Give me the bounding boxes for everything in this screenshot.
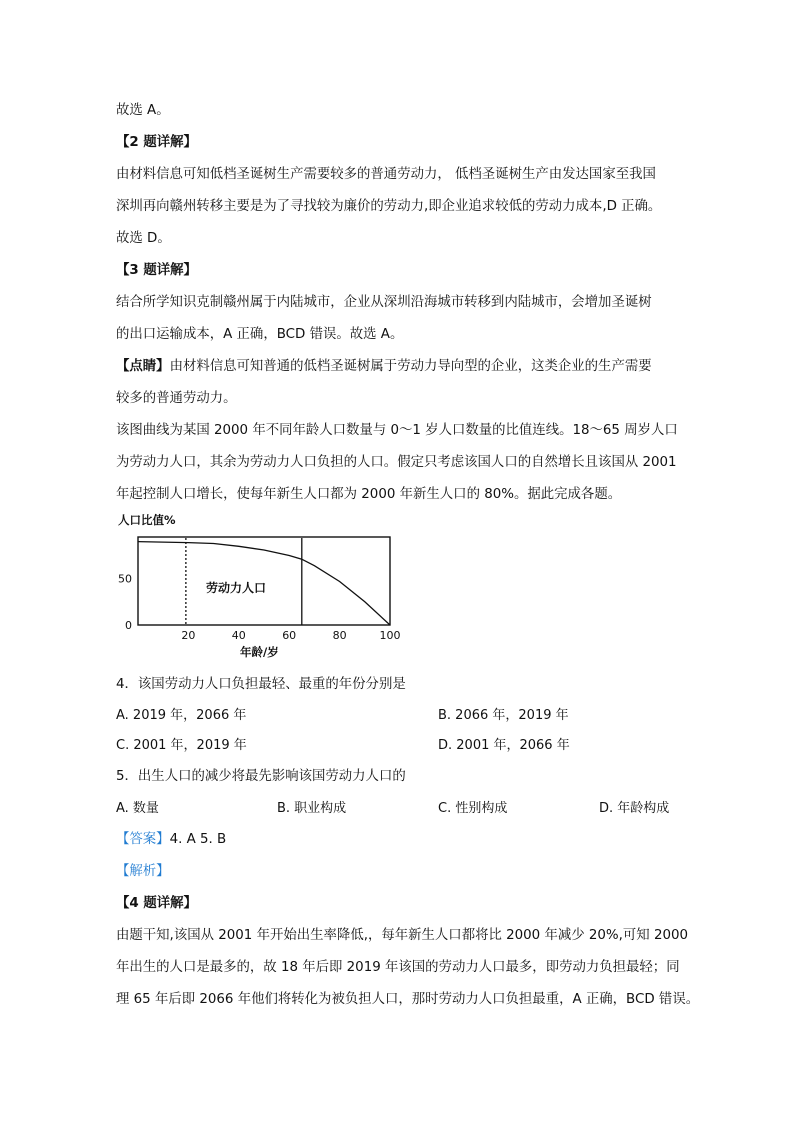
x-tick-label: 100 bbox=[379, 629, 401, 642]
text-line: 为劳动力人口，其余为劳动力人口负担的人口。假定只考虑该国人口的自然增长且该国从 2001 bbox=[116, 455, 677, 470]
question-4: 4．该国劳动力人口负担最轻、最重的年份分别是 bbox=[116, 677, 406, 692]
x-tick-label: 20 bbox=[181, 629, 196, 642]
tip-line bbox=[116, 358, 652, 376]
q5-option-a[interactable]: A. 数量 bbox=[116, 801, 159, 816]
q5-option-d[interactable]: D. 年龄构成 bbox=[599, 801, 670, 816]
y-tick-labels bbox=[118, 573, 132, 632]
x-tick-label: 60 bbox=[282, 629, 297, 642]
y-axis-label: 人口比值% bbox=[118, 513, 176, 527]
text-line: 年起控制人口增长，使每年新生人口都为 2000 年新生人口的 80%。据此完成各题。 bbox=[116, 487, 622, 502]
y-tick-label: 0 bbox=[125, 619, 132, 632]
text-line: 故选 A。 bbox=[116, 103, 170, 118]
x-tick-labels bbox=[181, 629, 400, 642]
q5-option-c[interactable]: C. 性别构成 bbox=[438, 801, 508, 816]
answer-label: 【答案】 bbox=[116, 832, 170, 847]
answer-text: 4. A 5. B bbox=[169, 832, 227, 847]
y-tick-label: 50 bbox=[118, 572, 132, 586]
text-line: 结合所学知识克制赣州属于内陆城市，企业从深圳沿海城市转移到内陆城市，会增加圣诞树 bbox=[116, 295, 652, 310]
q4-option-b[interactable]: B. 2066 年，2019 年 bbox=[438, 708, 569, 723]
section-heading: 【4 题详解】 bbox=[116, 896, 197, 911]
text-line: 年出生的人口是最多的，故 18 年后即 2019 年该国的劳动力人口最多，即劳动力负担最轻；同 bbox=[116, 960, 680, 975]
tip-label: 【点睛】 bbox=[116, 359, 170, 374]
x-tick-label: 80 bbox=[332, 629, 347, 642]
text-line: 深圳再向赣州转移主要是为了寻找较为廉价的劳动力,即企业追求较低的劳动力成本,D 正确。 bbox=[116, 199, 662, 214]
text-line: 该图曲线为某国 2000 年不同年龄人口数量与 0～1 岁人口数量的比值连线。18～65 周岁人口 bbox=[116, 423, 678, 438]
text-line: 故选 D。 bbox=[116, 231, 171, 246]
q5-option-b[interactable]: B. 职业构成 bbox=[277, 801, 347, 816]
x-axis-label: 年龄/岁 bbox=[240, 645, 279, 659]
analysis-label: 【解析】 bbox=[116, 864, 170, 879]
section-heading: 【2 题详解】 bbox=[116, 135, 197, 150]
q4-option-a[interactable]: A. 2019 年，2066 年 bbox=[116, 708, 247, 723]
text-line: 较多的普通劳动力。 bbox=[116, 391, 237, 406]
population-ratio-chart bbox=[112, 508, 408, 660]
text-line: 由题干知,该国从 2001 年开始出生率降低,，每年新生人口都将比 2000 年减少 20%,可知 2000 bbox=[116, 928, 689, 943]
q4-option-c[interactable]: C. 2001 年，2019 年 bbox=[116, 738, 247, 753]
q4-option-d[interactable]: D. 2001 年，2066 年 bbox=[438, 738, 570, 753]
section-heading: 【3 题详解】 bbox=[116, 263, 197, 278]
tip-text: 由材料信息可知普通的低档圣诞树属于劳动力导向型的企业，这类企业的生产需要 bbox=[169, 359, 652, 374]
text-line: 由材料信息可知低档圣诞树生产需要较多的普通劳动力， 低档圣诞树生产由发达国家至我国 bbox=[116, 167, 656, 182]
answer-line bbox=[116, 831, 226, 849]
question-5: 5．出生人口的减少将最先影响该国劳动力人口的 bbox=[116, 769, 406, 784]
labor-region-label: 劳动力人口 bbox=[206, 581, 267, 595]
text-line: 的出口运输成本，A 正确，BCD 错误。故选 A。 bbox=[116, 327, 404, 342]
text-line: 理 65 年后即 2066 年他们将转化为被负担人口，那时劳动力人口负担最重，A 正确，BCD 错误。 bbox=[116, 992, 700, 1007]
x-tick-label: 40 bbox=[231, 629, 246, 642]
